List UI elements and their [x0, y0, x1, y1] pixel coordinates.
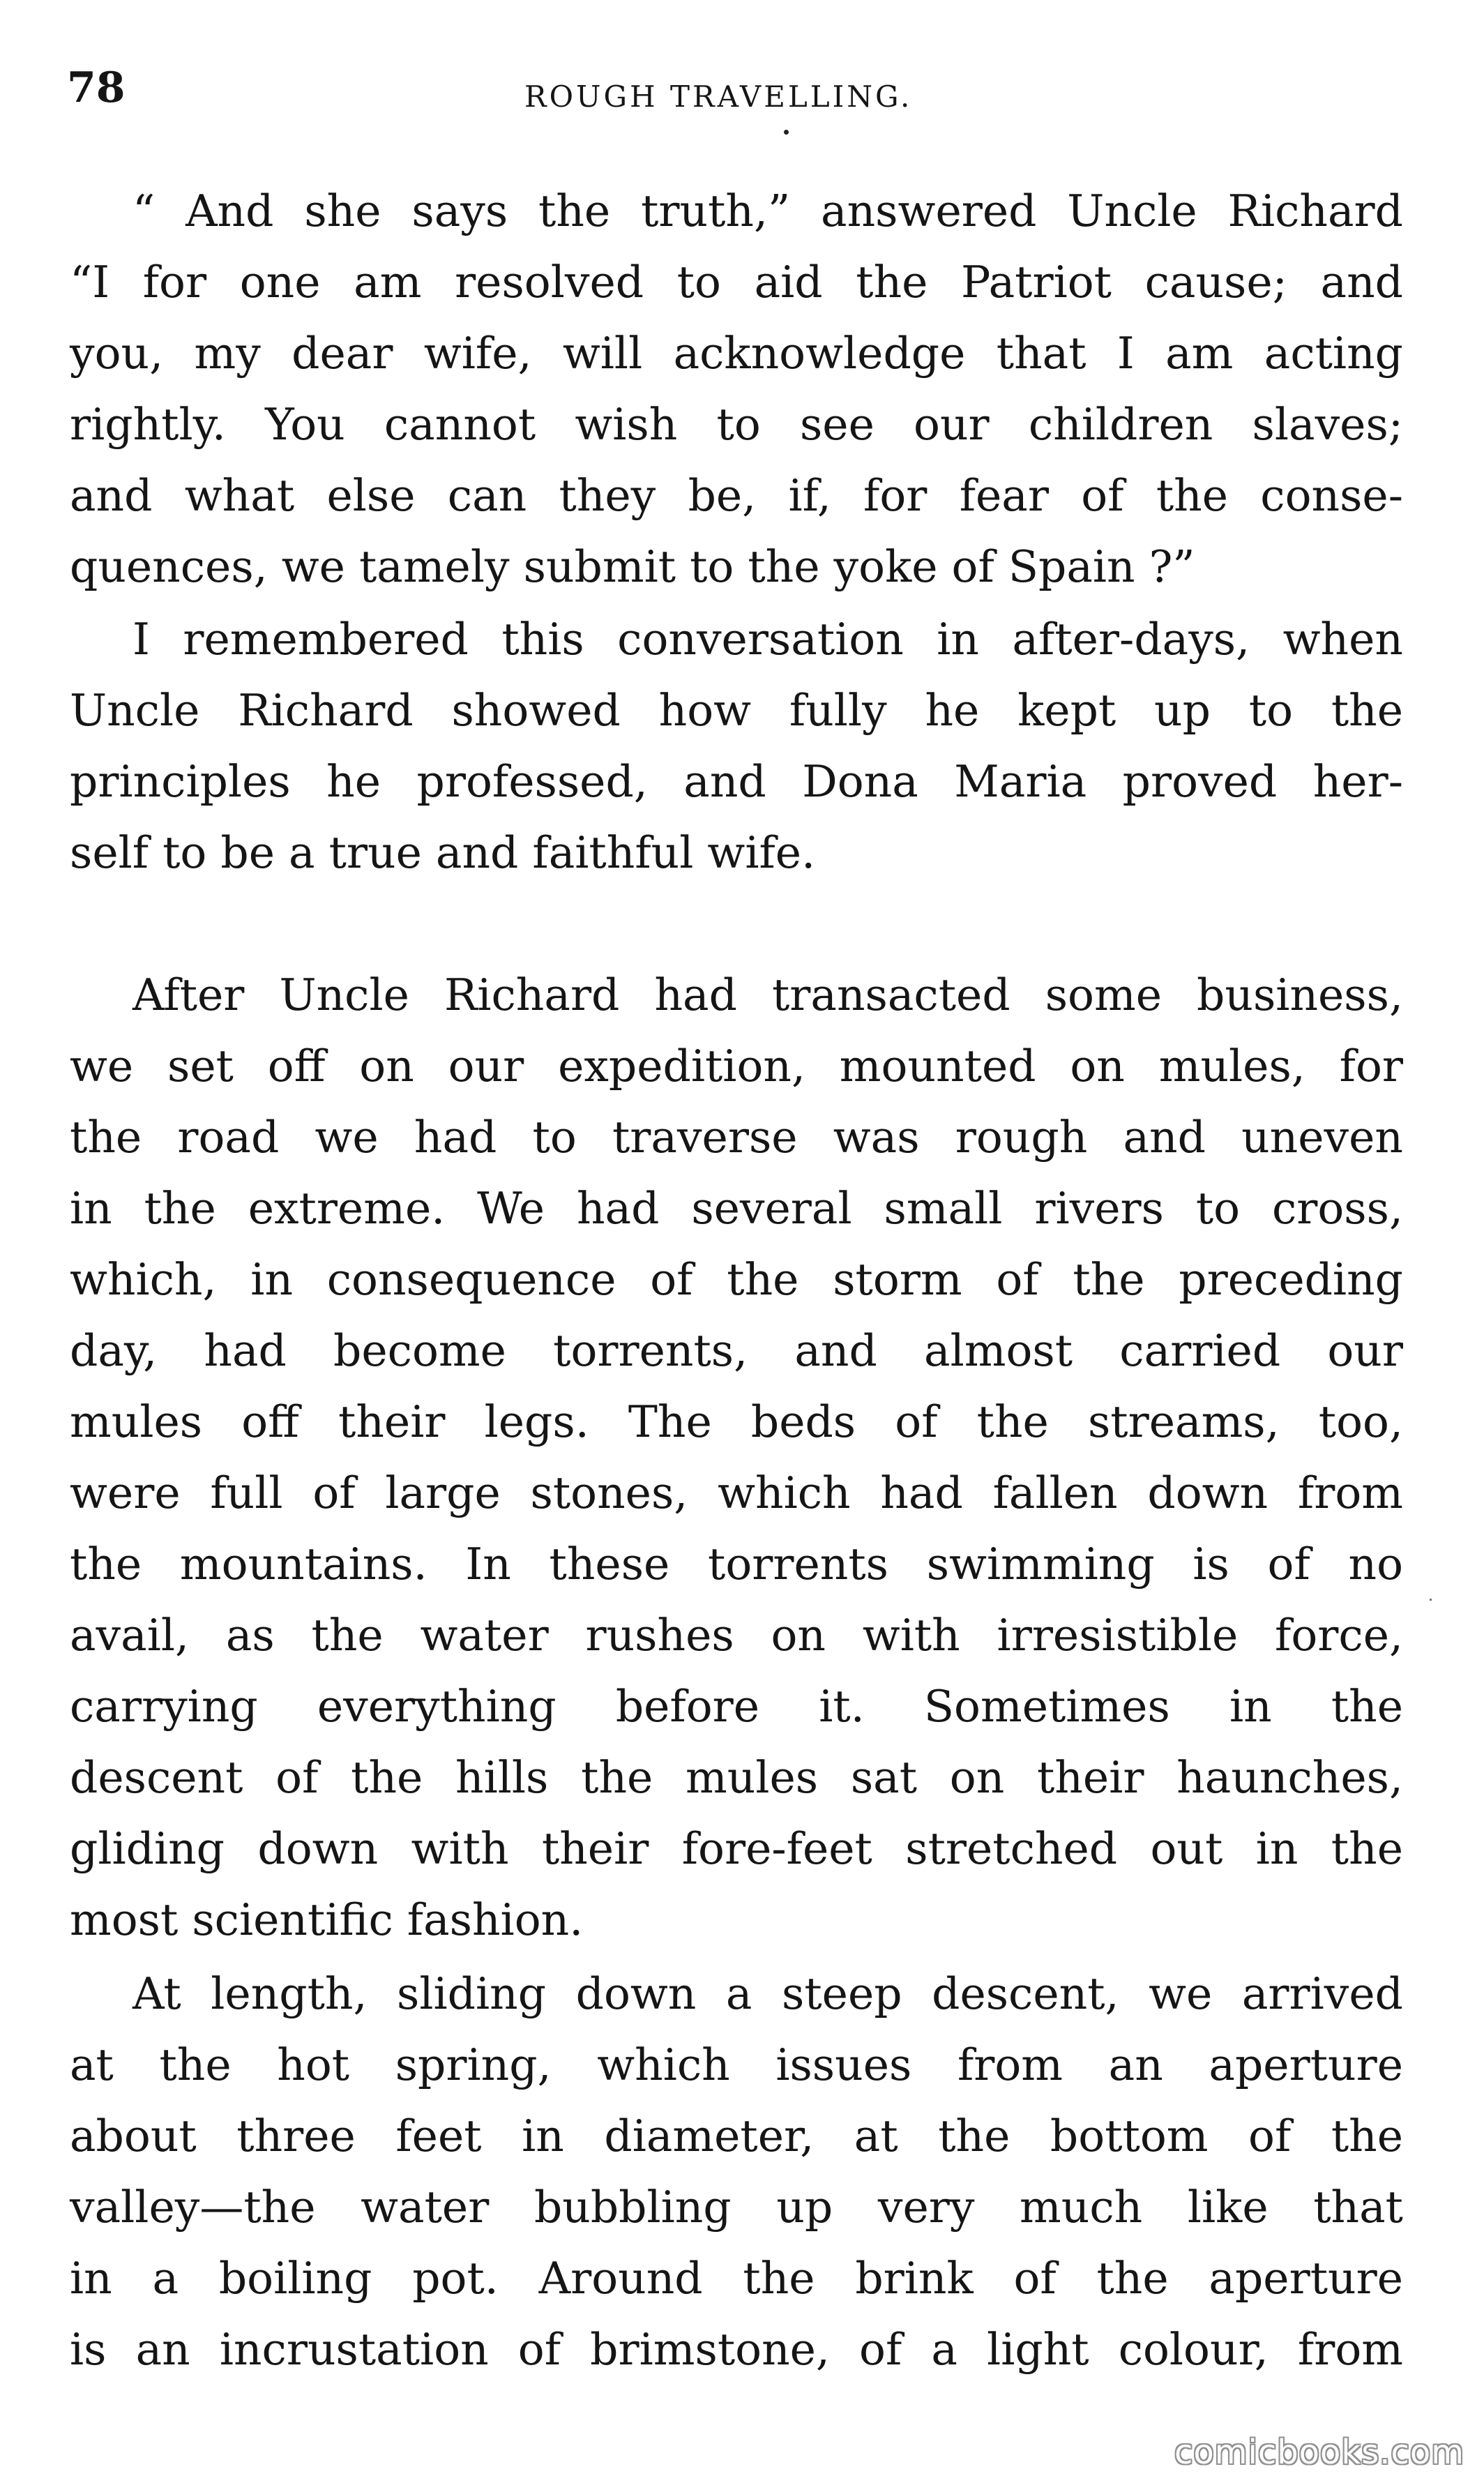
print-speck — [784, 130, 789, 135]
text-line: were full of large stones, which had fallen down from — [70, 1467, 1403, 1518]
text-line: rightly. You cannot wish to see our children slaves; — [70, 399, 1403, 450]
text-line: about three feet in diameter, at the bottom of the — [70, 2111, 1403, 2161]
text-line: quences, we tamely submit to the yoke of Spain ?” — [70, 541, 1195, 592]
paragraph-4 — [70, 1959, 1403, 2385]
watermark: comicbooks.com — [1174, 2433, 1464, 2472]
text-line: principles he professed, and Dona Maria proved her- — [70, 756, 1403, 807]
text-line: day, had become torrents, and almost carried our — [70, 1325, 1403, 1376]
text-line: you, my dear wife, will acknowledge that I am acting — [70, 328, 1403, 379]
paragraph-1 — [70, 176, 1403, 603]
text-line: in a boiling pot. Around the brink of the aperture — [70, 2253, 1403, 2304]
text-line: After Uncle Richard had transacted some business, — [132, 969, 1403, 1020]
text-line: the road we had to traverse was rough and uneven — [70, 1112, 1403, 1163]
text-line: valley—the water bubbling up very much like that — [70, 2182, 1403, 2233]
text-line: is an incrustation of brimstone, of a light colour, from — [70, 2324, 1403, 2375]
print-speck — [1430, 1599, 1432, 1601]
text-line: descent of the hills the mules sat on their haunches, — [70, 1752, 1403, 1803]
text-line: gliding down with their fore-feet stretched out in the — [70, 1823, 1403, 1874]
running-head: ROUGH TRAVELLING. — [524, 80, 913, 114]
text-line: and what else can they be, if, for fear of the conse- — [70, 470, 1403, 521]
text-line: which, in consequence of the storm of the preceding — [70, 1254, 1403, 1305]
text-line: self to be a true and faithful wife. — [70, 827, 816, 878]
text-line: mules off their legs. The beds of the streams, too, — [70, 1396, 1403, 1447]
text-line: in the extreme. We had several small rivers to cross, — [70, 1183, 1403, 1234]
text-line: we set off on our expedition, mounted on mules, for — [70, 1041, 1403, 1092]
text-line: “ And she says the truth,” answered Uncle Richard — [132, 186, 1403, 236]
paragraph-2 — [70, 604, 1403, 889]
text-line: avail, as the water rushes on with irresistible force, — [70, 1610, 1403, 1661]
text-line: the mountains. In these torrents swimming is of no — [70, 1539, 1403, 1590]
text-line: I remembered this conversation in after-days, when — [132, 614, 1403, 665]
page-number: 78 — [67, 63, 126, 112]
text-line: at the hot spring, which issues from an aperture — [70, 2039, 1403, 2090]
paragraph-3 — [70, 960, 1403, 1956]
text-line: At length, sliding down a steep descent, we arrived — [132, 1968, 1403, 2019]
text-line: “I for one am resolved to aid the Patriot cause; and — [70, 257, 1403, 308]
text-line: most scientific fashion. — [70, 1894, 584, 1945]
text-line: Uncle Richard showed how fully he kept up to the — [70, 685, 1403, 736]
text-line: carrying everything before it. Sometimes in the — [70, 1681, 1403, 1732]
